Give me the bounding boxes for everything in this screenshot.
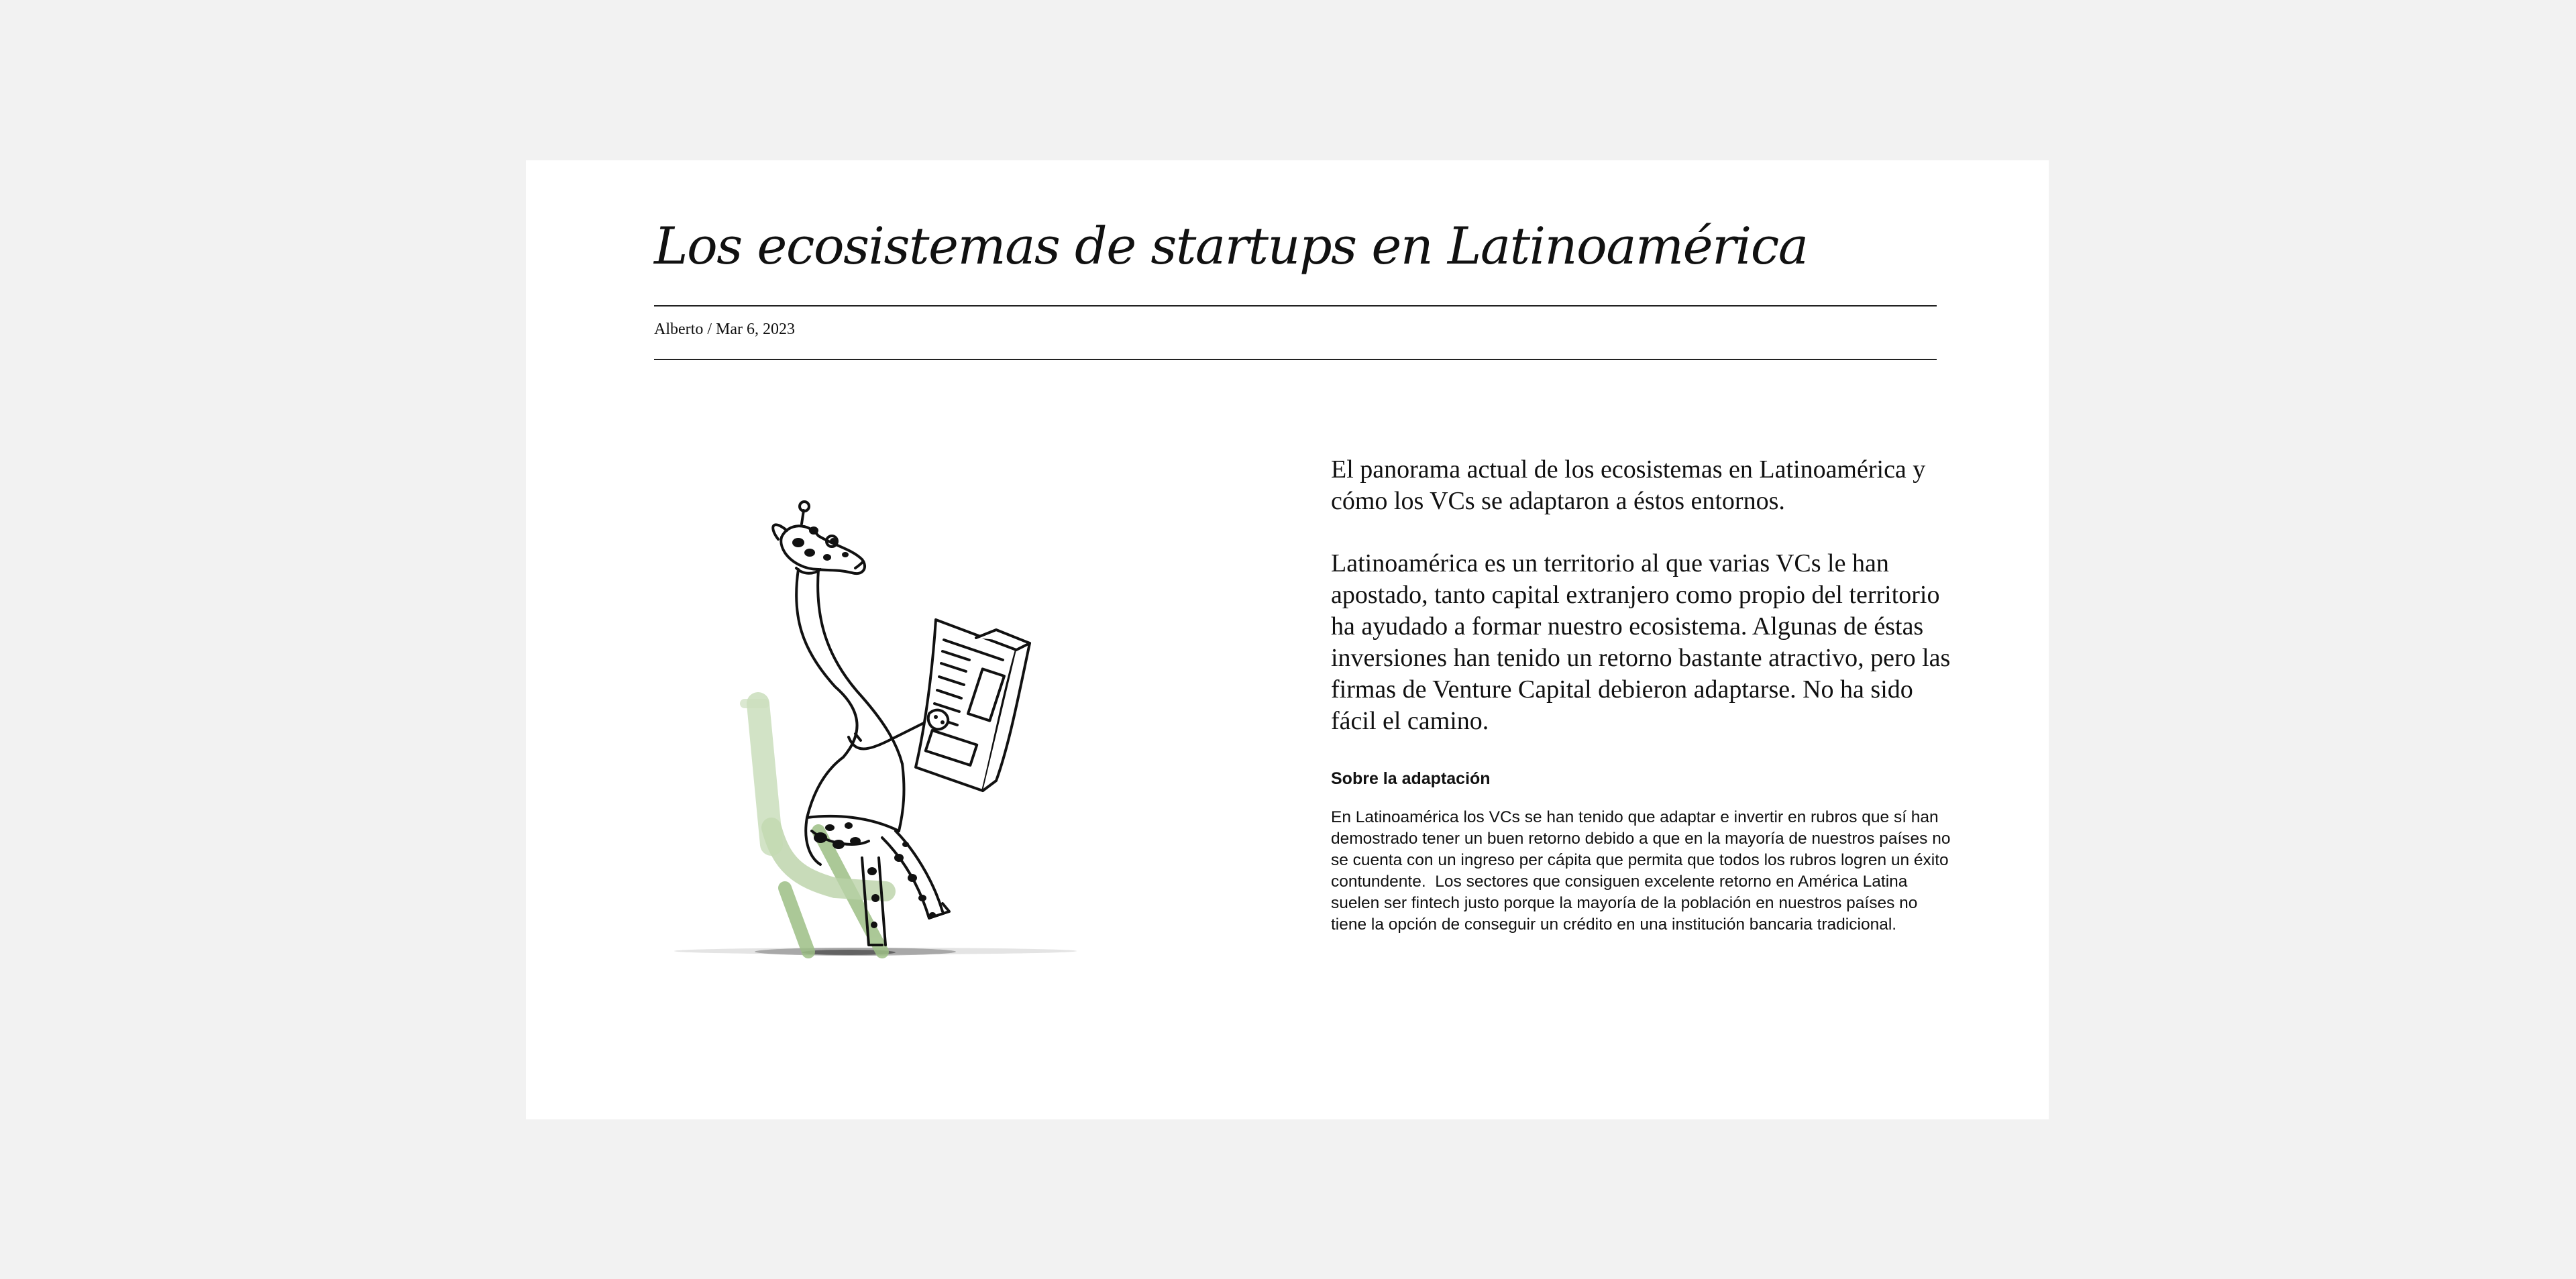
article-card bbox=[526, 160, 2049, 1119]
article-title: Los ecosistemas de startups en Latinoamérica bbox=[654, 216, 1808, 276]
hand-icon bbox=[928, 710, 949, 730]
byline-divider bbox=[654, 359, 1937, 360]
title-divider bbox=[654, 305, 1937, 307]
chair-icon bbox=[745, 704, 885, 952]
newspaper-icon bbox=[916, 620, 1030, 791]
article-paragraph: Latinoamérica es un territorio al que varias VCs le han apostado, tanto capital extranjero como propio del territorio ha ayudado a formar nuestro ecosistema. Algunas de éstas inversiones han tenido un retorno bastante atractivo, pero las firmas de Venture Capital debieron adaptarse. No ha sido fácil el camino. bbox=[1331, 549, 1951, 735]
section-body: En Latinoamérica los VCs se han tenido que adaptar e invertir en rubros que sí han demostrado tener un buen retorno debido a que en la mayoría de nuestros países no se cuenta con un ingreso per cápita que permita que todos los rubros logren un éxito contundente. Los sectores que consiguen excelente retorno en América Latina suelen ser fintech justo porque la mayoría de la población en nuestros países no tiene la opción de conseguir un crédito en una institución bancaria tradicional. bbox=[1331, 808, 1955, 934]
section-heading: Sobre la adaptación bbox=[1331, 769, 1491, 788]
article-intro: El panorama actual de los ecosistemas en Latinoamérica y cómo los VCs se adaptaron a éstos entornos. bbox=[1331, 455, 1926, 515]
giraffe-reading-newspaper-illustration bbox=[654, 482, 1164, 992]
article-content bbox=[1331, 454, 1955, 936]
article-byline: Alberto / Mar 6, 2023 bbox=[654, 321, 795, 338]
